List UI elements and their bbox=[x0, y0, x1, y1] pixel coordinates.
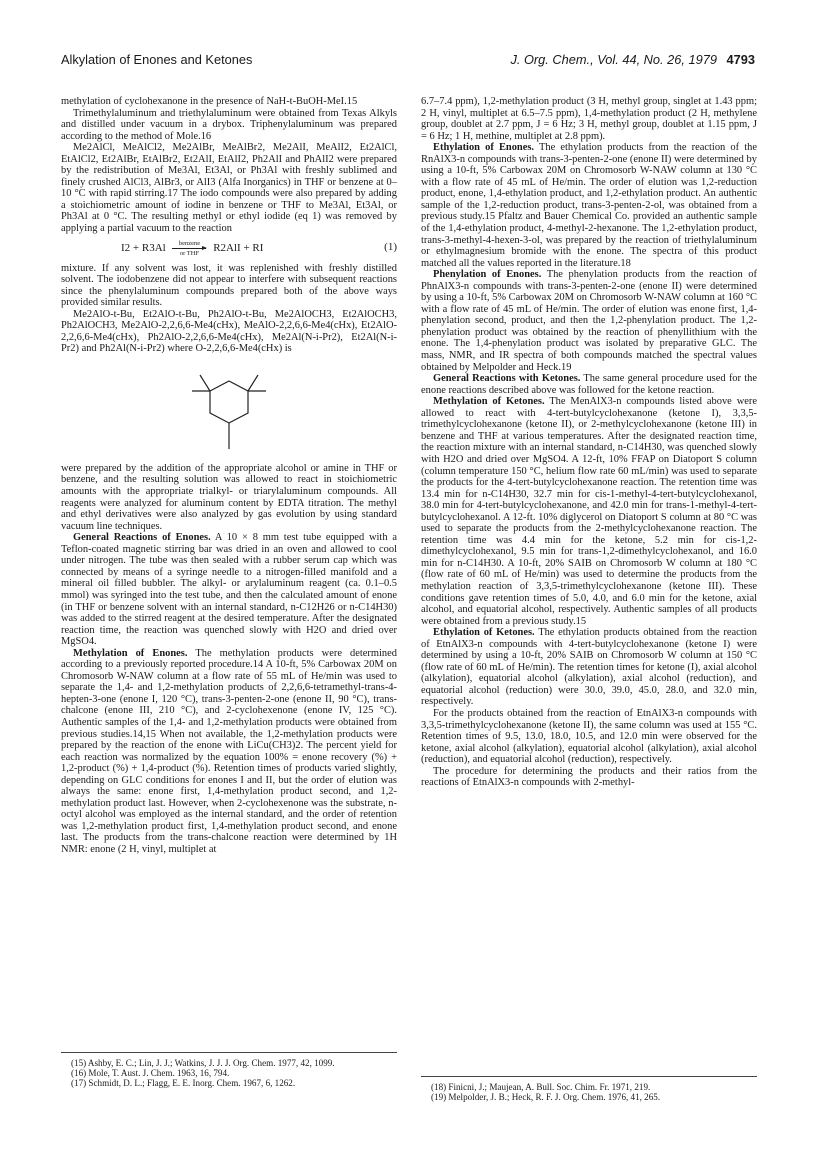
paragraph: were prepared by the addition of the appropriate alcohol or amine in THF or benzene, and the resulting solution was allowed to react in stoichiometric amounts with the appropriate trialkyl- or triarylaluminum compounds. All reagents were analyzed for aluminum content by EDTA titration. The methyl and ethyl derivatives were also analyzed by gas evolution by using standard vacuum line techniques. bbox=[61, 462, 397, 532]
paragraph: Me2AlO-t-Bu, Et2AlO-t-Bu, Ph2AlO-t-Bu, Me2AlOCH3, Et2AlOCH3, Ph2AlOCH3, Me2AlO-2,2,6,6-Me4(cHx), MeAlO-2,2,6,6-Me4(cHx), Et2AlO-2,2,6,6-Me4(cHx), Ph2AlO-2,2,6,6-Me4(cHx), Me2Al(N-i-Pr2), Et2Al(N-i-Pr2) and Ph2Al(N-i-Pr2) where O-2,2,6,6-Me4(cHx) is bbox=[61, 308, 397, 355]
equation-number: (1) bbox=[384, 241, 397, 254]
chemical-structure-icon bbox=[174, 357, 284, 461]
section-heading: Methylation of Ketones. bbox=[433, 396, 545, 408]
journal-name: J. Org. Chem., bbox=[510, 52, 594, 67]
tetramethylcyclohexyl-structure bbox=[61, 355, 397, 463]
page-number: 4793 bbox=[726, 52, 755, 67]
paragraph: Me2AlCl, MeAlCl2, Me2AlBr, MeAlBr2, Me2AlI, MeAlI2, Et2AlCl, EtAlCl2, Et2AlBr, EtAlBr2, Et2AlI, EtAlI2, Ph2AlI and PhAlI2 were prepared by the redistribution of Me3Al, Et3Al, or Ph3Al with freshly sublimed and finely crushed AlCl3, AlBr3, or AlI3 (Alfa Inorganics) in THF or benzene at 0–10 °C with rapid stirring.17 The iodo compounds were also prepared by adding a stoichiometric amount of iodine in benzene or THF to Me3Al, Et3Al, or Ph3Al at 0 °C. The resulting methyl or ethyl iodide (eq 1) was removed by applying a partial vacuum to the reaction bbox=[61, 142, 397, 235]
reaction-arrow bbox=[172, 240, 206, 257]
running-title: Alkylation of Enones and Ketones bbox=[61, 52, 253, 67]
footnote: (18) Finicni, J.; Maujean, A. Bull. Soc. Chim. Fr. 1971, 219. bbox=[431, 1082, 651, 1092]
section-heading: Ethylation of Ketones. bbox=[433, 627, 535, 639]
paragraph bbox=[421, 142, 757, 269]
paragraph bbox=[421, 396, 757, 627]
paragraph-text: The ethylation products obtained from the reaction of EtnAlX3-n compounds with 4-tert-butylcyclohexanone (ketone I) were determined by using a 10-ft, 20% SAIB on Chromosorb W column at 150 °C (flow rate of 60 mL of He/min). The retention times for ketone (I), axial alcohol (alkylation), equatorial alcohol (alkylation), axial alcohol (reduction), and equatorial alcohol (reduction) were 30.0, 39.0, 45.0, 28.0, and 32.0 min, respectively. bbox=[421, 627, 757, 708]
footnotes-right bbox=[421, 1076, 757, 1102]
arrow-condition-bottom: or THF bbox=[179, 249, 200, 257]
paragraph-text: The MenAlX3-n compounds listed above were allowed to react with 4-tert-butylcyclohexanone (ketone I), 3,3,5-trimethylcyclohexanone (ketone II), or 2-methylcyclohexanone (ketone III) in benzene and THF at various temperatures. After the designated reaction time, the reaction mixture with an internal standard, n-C14H30, was quenched slowly with H2O and dried over MgSO4. A 12-ft, 10% FFAP on Diatoport S column (column temperature 150 °C, helium flow rate 60 mL/min) was used to separate the products for the 4-tert-butylcyclohexanone reaction. The retention time was 13.4 min for n-C14H30, 32.7 min for cis-1-methyl-4-tert-butylcyclohexanol, 38.0 min for 4-tert-butylcyclohexanone, and 42.0 min for trans-1-methyl-4-tert-butylcyclohexanol. A 12-ft. 10% diglycerol on Diatoport S column at 80 °C was used to separate the products from the 2-methylcyclohexanone reaction. The retention time was 4.4 min for the ketone, 5.2 min for cis-1,2-dimethylcyclohexanol, 9.5 min for trans-1,2-dimethylcyclohexanol, and 16.0 min for n-C14H30. A 10-ft, 20% SAIB on Chromosorb W column at 180 °C (flow rate of 60 mL of He/min) was used to determine the products from the methylation reaction of 3,3,5-trimethylcyclohexanone (ketone III). These conditions gave retention times of 5.0, 4.0, and 6.0 min for the ketone, axial alcohol, and equatorial alcohol, respectively. Authentic samples of all products were obtained from a previous study.15 bbox=[421, 396, 757, 627]
journal-citation bbox=[510, 52, 755, 67]
equation-1 bbox=[61, 240, 397, 257]
equation-products: R2AlI + RI bbox=[213, 241, 264, 254]
equation-reactants: I2 + R3Al bbox=[121, 241, 166, 254]
paragraph: For the products obtained from the reaction of EtnAlX3-n compounds with 3,3,5-trimethylcyclohexanone (ketone II), the same column was used at 155 °C. Retention times of 9.5, 13.0, 18.0, 10.5, and 12.0 min were observed for the ketone, axial alcohol (alkylation), equatorial alcohol (alkylation), axial alcohol (reduction), and equatorial alcohol (reduction), respectively. bbox=[421, 707, 757, 766]
section-heading: Phenylation of Enones. bbox=[433, 269, 542, 281]
footnote: (15) Ashby, E. C.; Lin, J. J.; Watkins, J. J. J. Org. Chem. 1977, 42, 1099. bbox=[71, 1058, 335, 1068]
paragraph bbox=[421, 627, 757, 708]
footnote: (19) Melpolder, J. B.; Heck, R. F. J. Org. Chem. 1976, 41, 265. bbox=[431, 1092, 661, 1103]
paragraph: The procedure for determining the products and their ratios from the reactions of EtnAlX3-n compounds with 2-methyl- bbox=[421, 765, 757, 789]
volume-info: Vol. 44, No. 26, 1979 bbox=[597, 52, 717, 67]
section-heading: Methylation of Enones. bbox=[73, 647, 188, 659]
section-heading: General Reactions with Ketones. bbox=[433, 373, 581, 385]
paragraph-text: The phenylation products from the reaction of PhnAlX3-n compounds with trans-3-penten-2-one (enone II) were determined by using a 10-ft, 5% Carbowax 20M on Chromosorb W-NAW column at 160 °C with a flow rate of 45 mL of He/min. The order of elution was enone first, 1,4-phenylation second, product, and then the 1,2-phenylation product. The 1,2-phenylation product was obtained by the reaction of phenyllithium with the enone. The 1,4-phenylation product was isolated by preparative GLC. The mass, NMR, and IR spectra of both compounds matched the spectral values obtained by Melpolder and Heck.19 bbox=[421, 269, 757, 373]
paragraph: Trimethylaluminum and triethylaluminum were obtained from Texas Alkyls and distilled under vacuum in a drybox. Triphenylaluminum was prepared according to the method of Mole.16 bbox=[61, 107, 397, 142]
arrow-condition-top: benzene bbox=[178, 239, 201, 247]
paragraph-text: The ethylation products from the reaction of the RnAlX3-n compounds with trans-3-penten-2-one (enone II) were determined by using a 10-ft, 5% Carbowax 20M on Chromosorb W-NAW column at 130 °C with a flow rate of 45 mL of He/min. The order of elution was 1,2-reduction product, enone, 1,4-ethylation product, and 1,2-ethylation product. An authentic sample of the 1,2-reduction product, trans-3-penten-2-ol, was obtained from a previous study.15 Pfaltz and Bauer Chemical Co. provided an authentic sample of the 1,4-ethylation product, 4-methyl-2-hexanone. The 1,2-ethylation product, trans-3-methyl-4-hexen-3-ol, was prepared by the reaction of triethylaluminum or ethylmagnesium bromide with the enone. The spectra of this product matched all the values reported in the literature.18 bbox=[421, 142, 757, 269]
paragraph bbox=[421, 373, 757, 396]
section-heading: General Reactions of Enones. bbox=[73, 532, 211, 544]
paragraph bbox=[421, 269, 757, 373]
running-header bbox=[61, 52, 755, 74]
paragraph-text: A 10 × 8 mm test tube equipped with a Teflon-coated magnetic stirring bar was dried in an oven and allowed to cool under nitrogen. The tube was then sealed with a rubber serum cap which was connected by means of a syringe needle to a nitrogen-filled manifold and a mineral oil filled bubbler. The alkyl- or arylaluminum reagent (ca. 0.1–0.5 mmol) was syringed into the test tube, and then the calculated amount of enone (in THF or benzene solvent with an internal standard, n-C12H26 or n-C14H30) was added to the stirred reagent at the desired temperature. After the designated reaction time, the reaction was quenched slowly with H2O and dried over MgSO4. bbox=[61, 532, 397, 648]
footnote: (17) Schmidt, D. L.; Flagg, E. E. Inorg. Chem. 1967, 6, 1262. bbox=[71, 1078, 296, 1089]
paragraph: 6.7–7.4 ppm), 1,2-methylation product (3 H, methyl group, singlet at 1.43 ppm; 2 H, vinyl, multiplet at 6.5–7.5 ppm), 1,4-methylation product (2 H, methylene group, doublet at 2.7 ppm, J = 6 Hz; 3 H, methyl group, doublet at 1.15 ppm, J = 6 Hz; 1 H, methine, multiplet at 2.8 ppm). bbox=[421, 96, 757, 142]
paragraph: mixture. If any solvent was lost, it was replenished with freshly distilled solvent. The iodobenzene did not appear to interfere with subsequent reactions since the phenylaluminum compounds prepared both of the above ways provided similar results. bbox=[61, 262, 397, 309]
footnote-rule bbox=[421, 1076, 757, 1077]
paragraph-text: The same general procedure used for the enone reactions described above was followed for the ketone reaction. bbox=[421, 373, 757, 396]
paragraph: methylation of cyclohexanone in the presence of NaH-t-BuOH-MeI.15 bbox=[61, 96, 358, 107]
footnote-rule bbox=[61, 1052, 397, 1053]
right-column bbox=[421, 96, 757, 789]
left-column bbox=[61, 96, 397, 856]
footnotes-left bbox=[61, 1052, 397, 1089]
paragraph bbox=[61, 532, 397, 647]
section-heading: Ethylation of Enones. bbox=[433, 142, 535, 154]
paragraph bbox=[61, 648, 397, 856]
equation-content bbox=[121, 240, 263, 257]
footnote: (16) Mole, T. Aust. J. Chem. 1963, 16, 794. bbox=[71, 1068, 230, 1079]
paragraph-text: The methylation products were determined according to a previously reported procedure.14 A 10-ft, 5% Carbowax 20M on Chromosorb W-NAW column at a flow rate of 55 mL of He/min was used to separate the 1,4- and 1,2-methylation products of 2,2,6,6-tetramethyl-trans-4-hepten-3-one (enone I, 120 °C), trans-3-penten-2-one (enone II, 90 °C), trans-chalcone (enone III, 210 °C), and 2-cyclohexenone (enone IV, 125 °C). Authentic samples of the 1,4- and 1,2-methylation products were obtained from previous studies.14,15 When not available, the 1,2-methylation products were prepared by the reaction of the enone with LiCu(CH3)2. The percent yield for each reaction was normalized by the equation 100% = enone recovery (%) + 1,2-product (%) + 1,4-product (%). Retention times of products varied slightly, depending on GLC conditions for enones I and II, but the order of elution was always the same: enone first, 1,4-methylation product second, and 1,2-methylation product last. However, when 2-cyclohexenone was the substrate, n-octyl alcohol was employed as the internal standard, and the order of retention was 1,2-methylation product first, 1,4-methylation product second, and enone last. The products from the trans-chalcone reaction were determined by 1H NMR: enone (2 H, vinyl, multiplet at bbox=[61, 647, 397, 855]
